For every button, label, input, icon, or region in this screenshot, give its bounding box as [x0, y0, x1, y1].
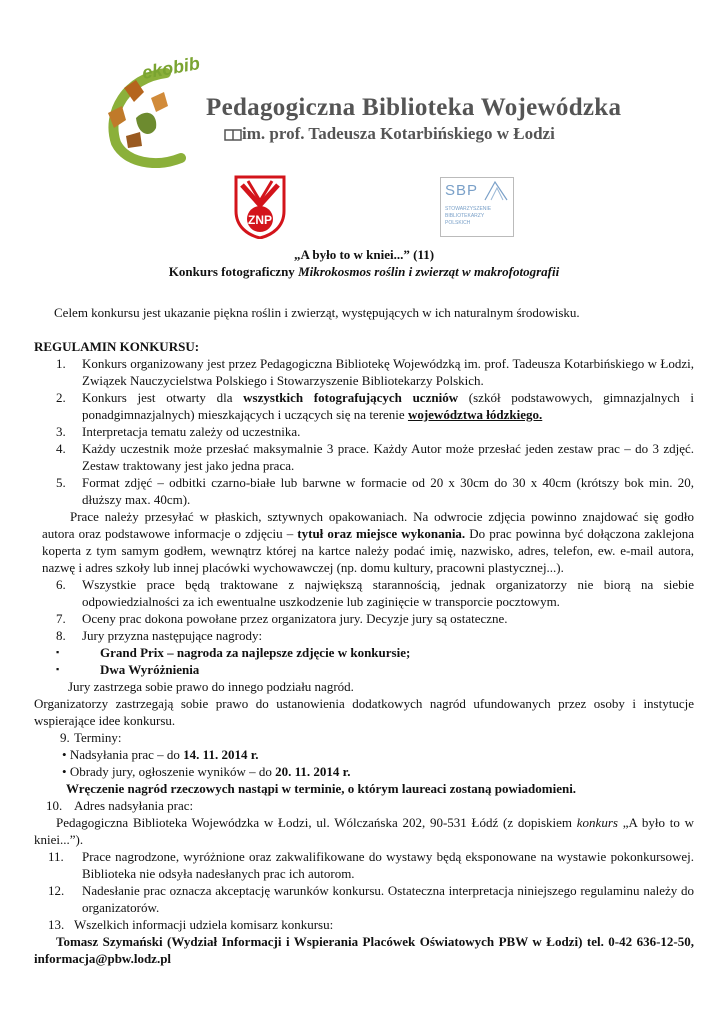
submission-address: Pedagogiczna Biblioteka Wojewódzka w Łodzi, ul. Wólczańska 202, 90-531 Łódź (z dopiskiem konkurs „A było to w kniei...”). — [34, 815, 694, 847]
ekobib-logo-text: ekobib — [140, 53, 202, 83]
znp-logo — [232, 175, 288, 239]
library-name: Pedagogiczna Biblioteka Wojewódzka — [206, 94, 622, 121]
deadline-submission: • Nadsyłania prac – do 14. 11. 2014 r. — [62, 747, 259, 762]
library-subtitle: im. prof. Tadeusza Kotarbińskiego w Łodzi — [242, 124, 555, 143]
regulamin-heading: REGULAMIN KONKURSU: — [34, 339, 200, 354]
sbp-logo — [440, 177, 514, 237]
title-line-2: Konkurs fotograficzny Mikrokosmos roślin i zwierząt w makrofotografii — [168, 264, 560, 279]
rule-item-10: 10. Adres nadsyłania prac: — [46, 798, 194, 813]
znp-logo-text: ZNP — [248, 213, 272, 227]
sbp-logo-text: SBP — [445, 182, 479, 199]
document-body — [34, 246, 694, 967]
dot-bullet-icon: • — [62, 764, 67, 779]
jury-note: Jury zastrzega sobie prawo do innego podziału nagród. — [68, 679, 354, 694]
award-note: Wręczenie nagród rzeczowych nastąpi w terminie, o którym laureaci zostaną powiadomieni. — [66, 781, 577, 796]
sbp-caption: STOWARZYSZENIE BIBLIOTEKARZY POLSKICH — [445, 206, 492, 226]
rule-item-6: 6. Wszystkie prace będą traktowane z największą starannością, jednak organizatorzy nie biorą na siebie odpowiedzialności za ich ewentualne uszkodzenie lub zaginięcie w transporcie pocztowym. — [56, 577, 694, 609]
rule-item-5: 5. Format zdjęć – odbitki czarno-białe lub barwne w formacie od 20 x 30cm do 30 x 40cm (krótszy bok min. 20, dłuższy max. 40cm). — [56, 475, 694, 507]
rule-item-7: 7. Oceny prac dokona powołane przez organizatora jury. Decyzje jury są ostateczne. — [56, 611, 508, 626]
library-header — [96, 53, 636, 168]
title-line-1: „A było to w kniei...” (11) — [293, 247, 435, 262]
rule-item-9: 9. Terminy: — [60, 730, 122, 745]
square-bullet-icon: ▪ — [56, 664, 60, 674]
contact-info: Tomasz Szymański (Wydział Informacji i Wspierania Placówek Oświatowych PBW w Łodzi) tel. 0-42 636-12-50, informacja@pbw.lodz.pl — [34, 934, 694, 966]
sbp-graphic-icon — [483, 180, 509, 202]
rule-item-4: 4. Każdy uczestnik może przesłać maksymalnie 3 prace. Każdy Autor może przesłać jeden zestaw prac – do 3 zdjęć. Zestaw traktowany jest jako jedna praca. — [56, 441, 694, 473]
rule-item-2: 2. Konkurs jest otwarty dla wszystkich fotografujących uczniów (szkół podstawowych, gimnazjalnych i ponadgimnazjalnych) mieszkających i uczących się na terenie województwa łódzkiego. — [56, 390, 694, 422]
rule-item-1: 1. Konkurs organizowany jest przez Pedagogiczna Bibliotekę Wojewódzką im. prof. Tadeusza Kotarbińskiego w Łodzi, Związek Nauczycielstwa Polskiego i Stowarzyszenie Bibliotekarzy Polskich. — [56, 356, 694, 388]
deadline-results: • Obrady jury, ogłoszenie wyników – do 20. 11. 2014 r. — [62, 764, 351, 779]
organizers-note: Organizatorzy zastrzegają sobie prawo do ustanowienia dodatkowych nagród ufundowanych przez osoby i instytucje wspierające idee konkursu. — [34, 696, 694, 728]
title-italic: Mikrokosmos roślin i zwierząt w makrofotografii — [298, 264, 560, 279]
intro-text: Celem konkursu jest ukazanie piękna roślin i zwierząt, występujących w ich naturalnym środowisku. — [54, 305, 580, 320]
prize-distinctions: ▪ Dwa Wyróżnienia — [56, 662, 200, 677]
partner-logos — [0, 175, 725, 245]
square-bullet-icon: ▪ — [56, 647, 60, 657]
rule-item-3: 3. Interpretacja tematu zależy od uczestnika. — [56, 424, 301, 439]
rule-item-12: 12. Nadesłanie prac oznacza akceptację warunków konkursu. Ostateczna interpretacja niniejszego regulaminu należy do organizatorów. — [48, 883, 694, 915]
rule-item-8: 8. Jury przyzna następujące nagrody: — [56, 628, 263, 643]
prize-grand-prix: ▪ Grand Prix – nagroda za najlepsze zdjęcie w konkursie; — [56, 645, 411, 660]
book-icon — [224, 128, 242, 142]
rule-item-11: 11. Prace nagrodzone, wyróżnione oraz zakwalifikowane do wystawy będą eksponowane na wystawie pokonkursowej. Biblioteka nie odsyła nadesłanych prac ich autorom. — [48, 849, 694, 881]
rule-item-13: 13. Wszelkich informacji udziela komisarz konkursu: — [48, 917, 334, 932]
dot-bullet-icon: • — [62, 747, 67, 762]
packaging-paragraph: Prace należy przesyłać w płaskich, sztywnych opakowaniach. Na odwrocie zdjęcia powinno znajdować się godło autora oraz podstawowe informacje o zdjęciu – tytuł oraz miejsce wykonania. Do prac powinna być dołączona zaklejona koperta z tym samym godłem, wewnątrz której na kartce należy podać imię, nazwisko, adres, telefon, ew. e-mail autora, nazwę i adres szkoły lub innej placówki wychowawczej (np. domu kultury, pracowni plastycznej...). — [42, 509, 695, 575]
